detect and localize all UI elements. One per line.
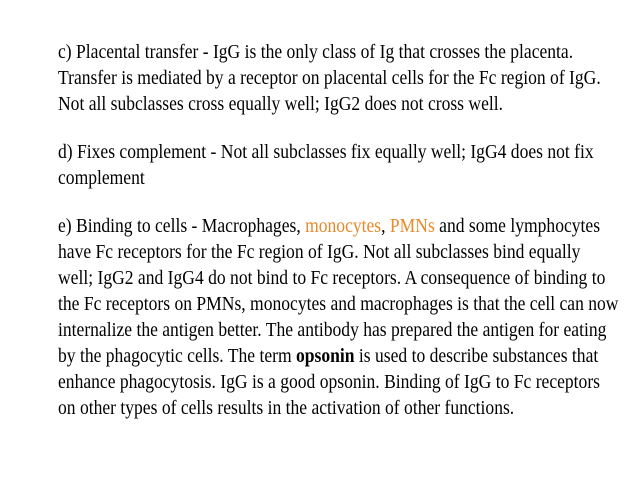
text-line: Not all subclasses cross equally well; IgG2 does not cross well. [58,94,504,115]
text-line [58,214,601,240]
paragraph-binding-to-cells [58,214,619,422]
text-line: d) Fixes complement - Not all subclasses fix equally well; IgG4 does not fix [58,142,594,163]
text-line: have Fc receptors for the Fc region of IgG. Not all subclasses bind equally [58,242,581,263]
text-line: complement [58,168,145,189]
paragraph-placental-transfer [58,40,601,118]
text-line: well; IgG2 and IgG4 do not bind to Fc receptors. A consequence of binding to [58,268,606,289]
text-segment: by the phagocytic cells. The term [58,346,296,367]
paragraph-fixes-complement [58,140,594,192]
text-line: internalize the antigen better. The antibody has prepared the antigen for eating [58,320,607,341]
text-line: enhance phagocytosis. IgG is a good opsonin. Binding of IgG to Fc receptors [58,372,601,393]
text-segment: e) Binding to cells - Macrophages, [58,216,306,237]
pmns-link[interactable]: PMNs [389,216,435,237]
text-segment: is used to describe substances that [354,346,599,367]
monocytes-link[interactable]: monocytes [305,216,382,237]
slide-content [58,40,619,444]
text-segment: , [381,216,390,237]
text-line: the Fc receptors on PMNs, monocytes and macrophages is that the cell can now [58,294,619,315]
text-line: on other types of cells results in the activation of other functions. [58,398,515,419]
text-line: Transfer is mediated by a receptor on placental cells for the Fc region of IgG. [58,68,601,89]
text-segment: and some lymphocytes [434,216,601,237]
text-line: c) Placental transfer - IgG is the only class of Ig that crosses the placenta. [58,42,574,63]
text-line [58,344,599,370]
opsonin-term: opsonin [295,346,355,367]
